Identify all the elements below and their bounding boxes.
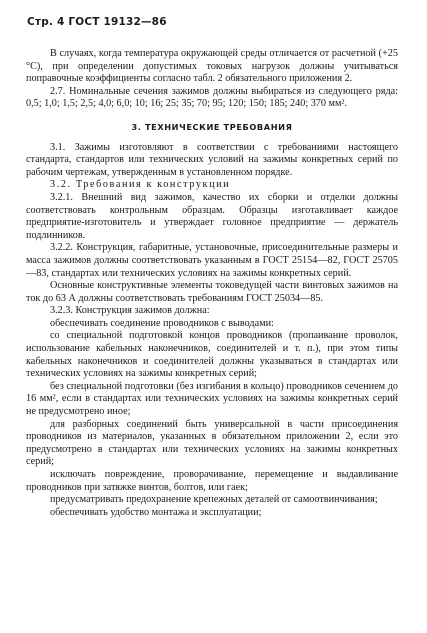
paragraph-3-2-3-f: предусматривать предохранение крепежных деталей от самоотвинчивания; <box>50 494 378 506</box>
paragraph-2-7: 2.7. Номинальные сечения зажимов должны выбираться из следующего ряда: 0,5; 1,0; 1,5; 2,5; 4,0; 6,0; 10; 16; 25; 35; 70; 95; 120; 150; 185; 240; 370 мм². <box>26 85 398 110</box>
paragraph-3-2-3-b: со специальной подготовкой концов проводников (пропаивание проволок, использование кабельных наконечников, соединителей и т. п.), при этом типы кабельных наконечников и соединителей должны указываться в стандартах или технических условиях на зажимы конкретных серий; <box>26 330 398 380</box>
page-header: Стр. 4 ГОСТ 19132—86 <box>27 16 167 28</box>
paragraph-3-2-3-d: для разборных соединений быть универсальной в части присоединения проводников из материалов, указанных в обязательном приложении 2, если это предусмотрено в стандартах или технических условиях на зажимы конкретных серий; <box>26 418 398 468</box>
section-title-technical-requirements: 3. ТЕХНИЧЕСКИЕ ТРЕБОВАНИЯ <box>131 121 293 132</box>
paragraph-3-2-2: 3.2.2. Конструкция, габаритные, установочные, присоединительные размеры и масса зажимов должны соответствовать указанным в ГОСТ 25154—82, ГОСТ 25705—83, стандартах или технических условиях на зажимы конкретных серий. <box>26 242 398 279</box>
paragraph-temperature-correction: В случаях, когда температура окружающей среды отличается от расчетной (+25 °С), при определении допустимых токовых нагрузок должны учитываться поправочные коэффициенты согласно табл. 2 обязательного приложения 2. <box>26 48 398 85</box>
paragraph-3-2-1: 3.2.1. Внешний вид зажимов, качество их сборки и отделки должны соответствовать контрольным образцам. Образцы изготавливает каждое предприятие-изготовитель и утверждает головное предприятие — держатель подлинников. <box>26 191 398 241</box>
paragraph-3-2-3-g: обеспечивать удобство монтажа и эксплуатации; <box>50 506 262 518</box>
paragraph-3-2-3-c: без специальной подготовки (без изгибания в кольцо) проводников сечением до 16 мм², если в стандартах или технических условиях на зажимы конкретных серий не предусмотрено иное; <box>26 380 398 418</box>
paragraph-3-2-2-b: Основные конструктивные элементы токоведущей части винтовых зажимов на ток до 63 А должны соответствовать требованиям ГОСТ 25034—85. <box>26 280 398 304</box>
paragraph-3-2-3-e: исключать повреждение, проворачивание, перемещение и выдавливание проводников при затяжке винтов, болтов, или гаек; <box>26 469 398 493</box>
page-content <box>26 48 398 519</box>
paragraph-3-2: 3.2. Требования к конструкции <box>50 179 231 191</box>
paragraph-3-2-3: 3.2.3. Конструкция зажимов должна: <box>50 305 210 317</box>
paragraph-3-1: 3.1. Зажимы изготовляют в соответствии с требованиями настоящего стандарта, стандартов или технических условий на зажимы конкретных серий по рабочим чертежам, утвержденным в установленном порядке. <box>26 141 398 178</box>
paragraph-3-2-3-a: обеспечивать соединение проводников с выводами: <box>50 317 274 329</box>
